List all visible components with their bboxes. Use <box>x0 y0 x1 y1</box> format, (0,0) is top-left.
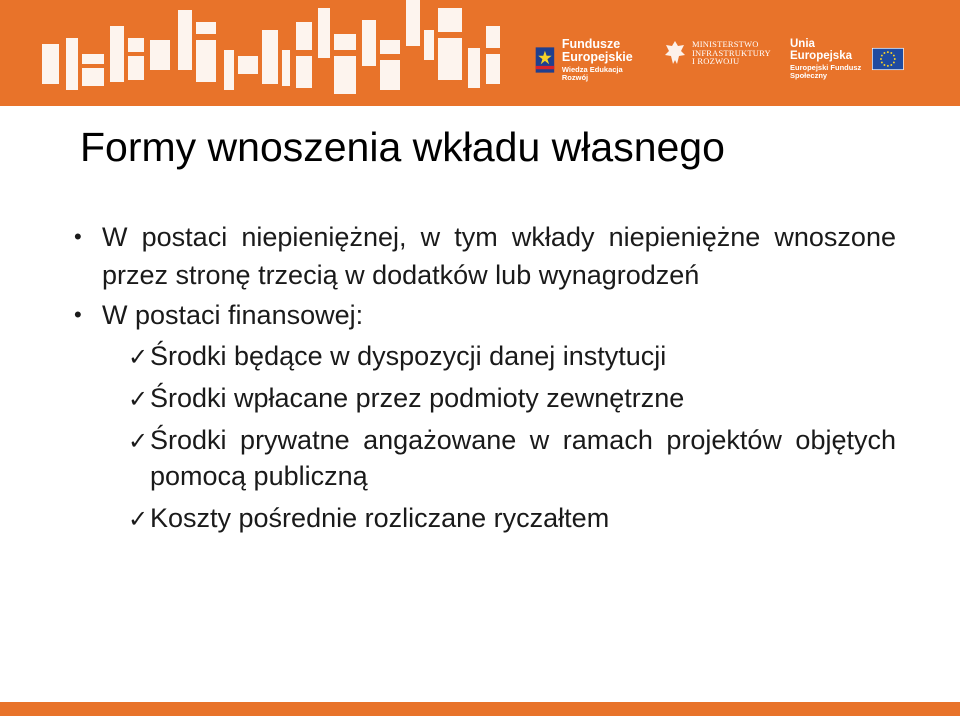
checklist-text: Środki prywatne angażowane w ramach projektów objętych pomocą publiczną <box>150 425 896 491</box>
checkmark-icon: ✓ <box>128 344 149 371</box>
footer-band <box>0 702 960 716</box>
bullet-item <box>74 296 896 334</box>
ministerstwo-line2: INFRASTRUKTURY <box>692 47 771 58</box>
checklist-text: Koszty pośrednie rozliczane ryczałtem <box>150 503 610 533</box>
bullet-item <box>74 218 896 294</box>
checklist-item <box>74 338 896 374</box>
eu-flag-icon <box>872 43 904 75</box>
eagle-emblem-icon <box>664 38 686 68</box>
ministerstwo-line1: MINISTERSTWO <box>692 38 759 49</box>
checklist-text: Środki będące w dyspozycji danej instytucji <box>150 341 667 371</box>
slide-title: Formy wnoszenia wkładu własnego <box>80 124 725 170</box>
unia-europejska-logo <box>790 38 904 80</box>
slide-content <box>74 218 896 542</box>
fundusze-star-icon <box>534 43 556 77</box>
bullet-text: W postaci niepieniężnej, w tym wkłady niepieniężne wnoszone przez stronę trzecią w dodatków lub wynagrodzeń <box>102 222 896 290</box>
bullet-dot-icon: • <box>74 224 82 249</box>
ministerstwo-logo <box>664 38 771 68</box>
checkmark-icon: ✓ <box>128 386 149 413</box>
unia-line1: Unia Europejska <box>790 38 852 63</box>
checklist-text: Środki wpłacane przez podmioty zewnętrzne <box>150 383 685 413</box>
ministerstwo-line3: I ROZWOJU <box>692 56 740 67</box>
checklist-item <box>74 422 896 494</box>
checkmark-icon: ✓ <box>128 506 149 533</box>
fundusze-line1: Fundusze <box>561 37 621 51</box>
bullet-text: W postaci finansowej: <box>102 300 364 330</box>
checklist-item <box>74 380 896 416</box>
checkmark-icon: ✓ <box>128 428 149 455</box>
bullet-dot-icon: • <box>74 302 82 327</box>
checklist-item <box>74 500 896 536</box>
header-band <box>0 0 960 106</box>
fundusze-line2: Europejskie <box>561 50 633 65</box>
fundusze-europejskie-logo <box>534 38 637 82</box>
fundusze-line3: Wiedza Edukacja Rozwój <box>561 65 623 83</box>
unia-line2: Europejski Fundusz Społeczny <box>790 63 862 80</box>
